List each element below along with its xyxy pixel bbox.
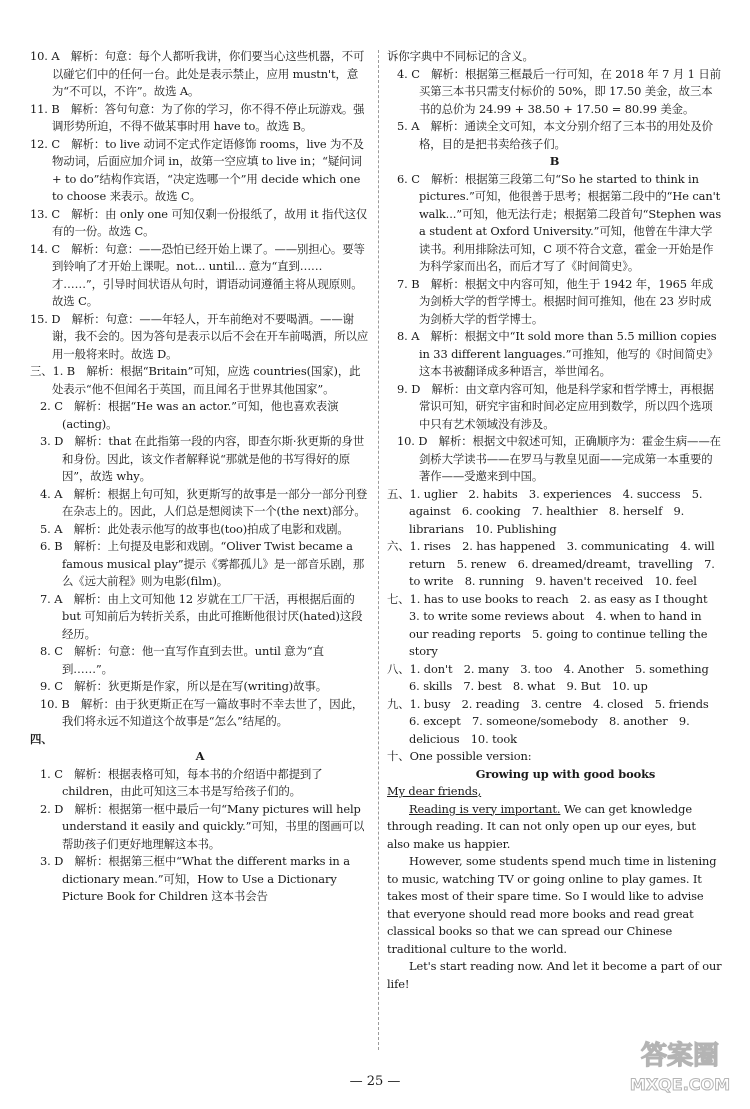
answer-item: 5. A 解析：通读全文可知，本文分别介绍了三本书的用处及价格，目的是把书卖给孩子们。 [397, 119, 713, 151]
essay-underlined-sentence: Reading is very important. [409, 801, 561, 816]
answer-item: 13. C 解析：由 only one 可知仅剩一份报纸了，故用 it 指代这仅有的一份。故选 C。 [30, 206, 368, 238]
answer-item: 诉你字典中不同标记的含义。 [387, 49, 534, 63]
answer-item: 7. A 解析：由上文可知他 12 岁就在工厂干活，再根据后面的 but 可知前后为转折关系，由此可推断他很讨厌(hated)这段经历。 [40, 591, 363, 641]
svg-text:答案圈: 答案圈 [640, 1041, 720, 1071]
answer-item: 9. C 解析：狄更斯是作家，所以是在写(writing)故事。 [40, 679, 328, 693]
answer-line-five: 五、1. uglier 2. habits 3. experiences 4. success 5. against 6. cooking 7. healthier 8. herself 9. librarians 10. Publishing [387, 486, 703, 536]
answer-item: 9. D 解析：由文章内容可知，他是科学家和哲学博士，再根据常识可知，研究宇宙和时间必定应用到数学，所以四个选项中只有艺术领域没有涉及。 [397, 381, 714, 431]
answer-line-nine: 九、1. busy 2. reading 3. centre 4. closed 5. friends 6. except 7. someone/somebody 8. another 9. delicious 10. took [387, 696, 720, 746]
answer-item: 10. B 解析：由于狄更斯正在写一篇故事时不幸去世了，因此，我们将永远不知道这个故事是“怎么”结尾的。 [40, 696, 364, 728]
essay-title: Growing up with good books [475, 766, 656, 781]
answer-item: 2. D 解析：根据第一框中最后一句“Many pictures will help understand it easily and quickly.”可知，书里的图画可以帮助孩子们更好地理解这本书。 [40, 801, 365, 851]
part-label: B [549, 154, 560, 168]
answer-line-eight: 八、1. don't 2. many 3. too 4. Another 5. something 6. skills 7. best 8. what 9. But 10. up [387, 661, 720, 693]
essay-greeting: My dear friends, [387, 784, 482, 798]
answer-item: 8. A 解析：根据文中“It sold more than 5.5 million copies in 33 different languages.”可推知，他写的《时间简史》这本书被翻译成多种语言，举世闻名。 [397, 329, 719, 378]
answer-item: 2. C 解析：根据“He was an actor.”可知，他也喜欢表演(acting)。 [40, 399, 339, 431]
answer-item: 10. A 解析：句意：每个人都听我讲，你们要当心这些机器，不可以碰它们中的任何一台。此处是表示禁止，应用 mustn't，意为“不可以，不许”。故选 A。 [30, 49, 365, 98]
answer-item: 12. C 解析：to live 动词不定式作定语修饰 rooms，live 为不及物动词，后面应加介词 in，故第一空应填 to live in；“疑问词 + to do”结构作宾语，“决定选哪一个”用 decide which one to choose 来表示。故选 C。 [30, 136, 364, 203]
answer-item: 14. C 解析：句意：——恐怕已经开始上课了。——别担心。要等到铃响了才开始上课呢。not... until... 意为“直到……才……”，引导时间状语从句时，谓语动词遵循主将从现原则。故选 C。 [30, 241, 365, 308]
answer-item: 11. B 解析：答句句意：为了你的学习，你不得不停止玩游戏。强调形势所迫，不得不做某事时用 have to。故选 B。 [30, 101, 365, 133]
model-essay [387, 766, 722, 994]
answer-item: 3. D 解析：that 在此指第一段的内容，即查尔斯·狄更斯的身世和身份。因此，该文作者解释说“那就是他的书写得好的原因”，故选 why。 [40, 434, 365, 483]
essay-paragraph: Let's start reading now. And let it become a part of our life! [387, 959, 722, 991]
right-column [387, 48, 722, 993]
essay-paragraph: However, some students spend much time in listening to music, watching TV or going online to play games. It takes most of their spare time. So I would like to advise that everyone should read more books and read great classical books so that we can spread our Chinese traditional culture to the world. [387, 854, 717, 956]
answer-item: 15. D 解析：句意：——年轻人，开车前绝对不要喝酒。——谢谢，我不会的。因为答句是表示以后不会在开车前喝酒，所以应用一般将来时。故选 D。 [30, 311, 369, 361]
answer-item: 4. C 解析：根据第三框最后一行可知，在 2018 年 7 月 1 日前买第三本书只需支付标价的 50%，即 17.50 美金，故三本书的总价为 24.99 + 38.50 + 17.50 = 80.99 美金。 [397, 66, 721, 116]
part-label: A [195, 749, 205, 763]
answer-line-seven: 七、1. has to use books to reach 2. as easy as I thought 3. to write some reviews about 4. when to hand in our reading reports 5. going to continue telling the story [387, 591, 719, 658]
answer-item: 3. D 解析：根据第三框中“What the different marks in a dictionary mean.”可知，How to Use a Dictionary Picture Book for Children 这本书会告 [40, 854, 350, 903]
answer-line-six: 六、1. rises 2. has happened 3. communicating 4. will return 5. renew 6. dreamed/dreamt，travelling 7. to write 8. running 9. haven't received 10. feel [387, 539, 715, 588]
answer-item: 4. A 解析：根据上句可知，狄更斯写的故事是一部分一部分刊登在杂志上的。因此，人们总是想阅读下一个(the next)部分。 [40, 486, 368, 518]
answer-item: 1. C 解析：根据表格可知，每本书的介绍语中都提到了 children，由此可知这三本书是写给孩子们的。 [40, 766, 323, 798]
answer-item: 6. C 解析：根据第三段第二句“So he started to think in pictures.”可知，他很善于思考；根据第二段中的“He can't walk...”可知，他无法行走；根据第二段首句“Stephen was a student at Oxford University.”可知，他曾在牛津大学读书。利用排除法可知，C 项不符合文意，霍金一开始是作为科学家而出名，而后才写了《时间简史》。 [397, 171, 722, 273]
answer-item: 10. D 解析：根据文中叙述可知，正确顺序为：霍金生病——在剑桥大学读书——在罗马与教皇见面——完成第一本重要的著作——受邀来到中国。 [397, 434, 721, 483]
left-column [30, 48, 370, 906]
essay-text: We can get knowledge through reading. It can not only open up our eyes, but also make us happier. [387, 801, 696, 851]
section-label: 四、 [30, 731, 53, 746]
answer-item: 三、1. B 解析：根据“Britain”可知，应选 countries(国家)，此处表示“他不但闻名于英国，而且闻名于世界其他国家”。 [30, 364, 361, 396]
watermark-logo [620, 1030, 740, 1100]
svg-text:MXQE.COM: MXQE.COM [629, 1075, 731, 1094]
answer-item: 7. B 解析：根据文中内容可知，他生于 1942 年，1965 年成为剑桥大学的哲学博士。根据时间可推知，他在 23 岁时成为剑桥大学的哲学博士。 [397, 276, 714, 326]
column-divider [378, 50, 380, 1050]
page-number: — 25 — [349, 1074, 401, 1089]
essay-paragraph [387, 801, 722, 854]
answer-item: 6. B 解析：上句提及电影和戏剧。“Oliver Twist became a famous musical play”提示《雾都孤儿》是一部音乐剧，那么《远大前程》则为电影(film)。 [40, 539, 365, 588]
answer-line-ten: 十、One possible version: [387, 749, 532, 763]
answer-item: 8. C 解析：句意：他一直写作直到去世。until 意为“直到……”。 [40, 644, 324, 676]
answer-item: 5. A 解析：此处表示他写的故事也(too)拍成了电影和戏剧。 [40, 521, 349, 536]
